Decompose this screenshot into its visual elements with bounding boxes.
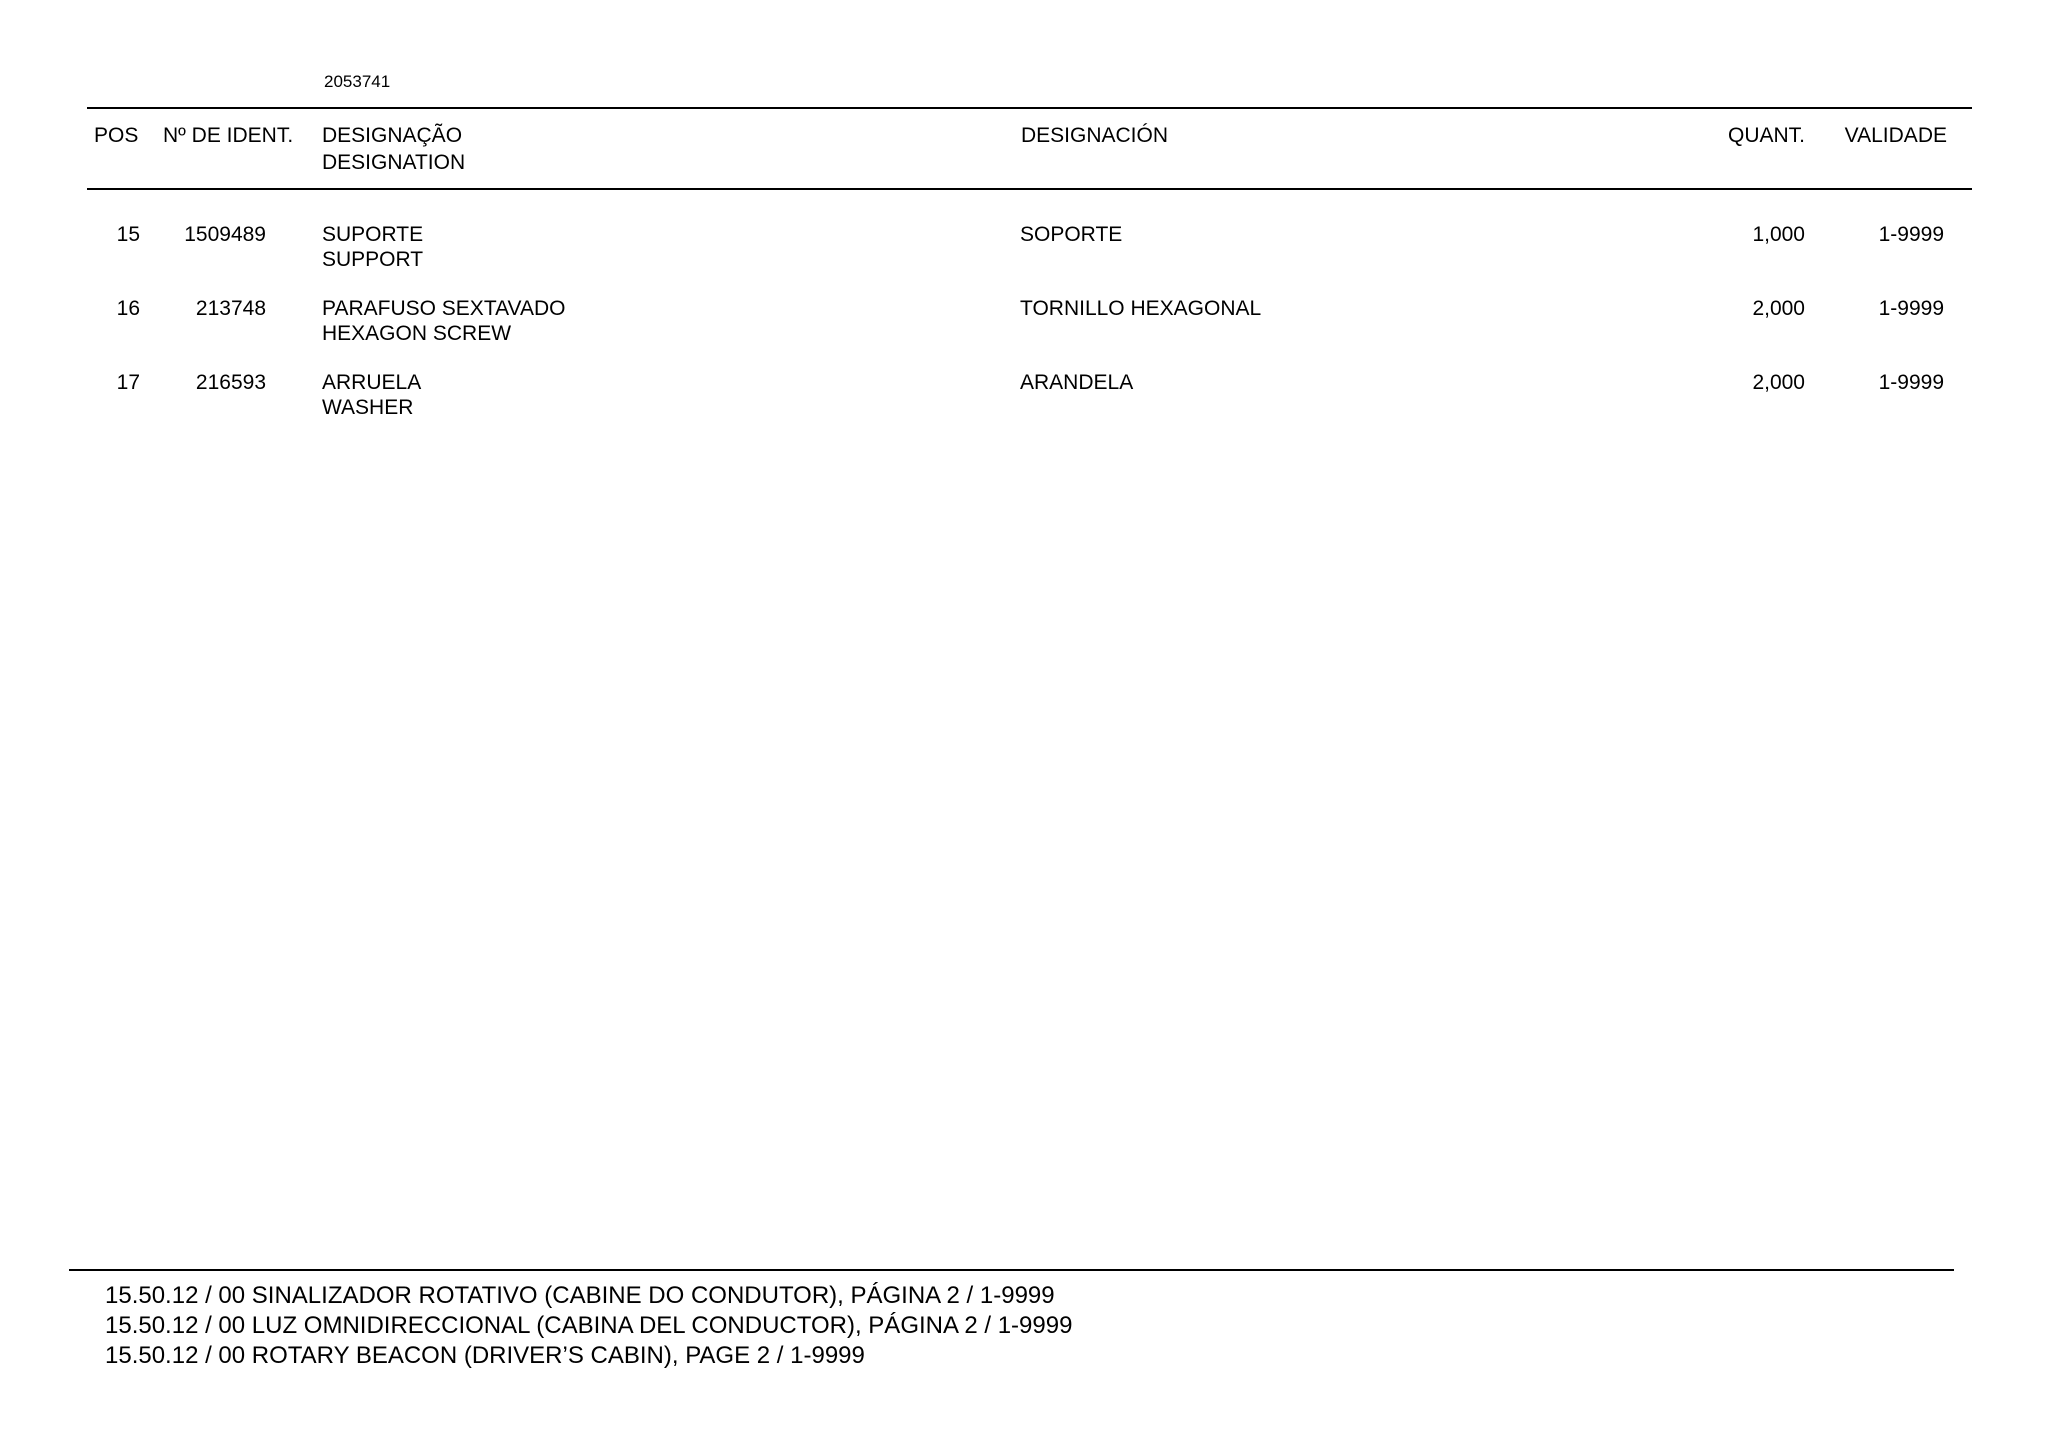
- footer-rule: [69, 1269, 1954, 1271]
- row-quant: 1,000: [1752, 223, 1805, 246]
- footer-line-pt: 15.50.12 / 00 SINALIZADOR ROTATIVO (CABINE DO CONDUTOR), PÁGINA 2 / 1-9999: [105, 1282, 1055, 1309]
- row-pos: 17: [116, 371, 140, 394]
- row-ident: 213748: [195, 297, 266, 320]
- row-validade: 1-9999: [1878, 297, 1944, 320]
- row-desc-en: HEXAGON SCREW: [322, 322, 512, 345]
- column-header-pos: POS: [94, 124, 139, 147]
- column-header-ident: Nº DE IDENT.: [163, 124, 294, 147]
- row-designation: [322, 296, 566, 346]
- footer-line-en: 15.50.12 / 00 ROTARY BEACON (DRIVER’S CABIN), PAGE 2 / 1-9999: [105, 1342, 865, 1369]
- row-validade: 1-9999: [1878, 223, 1944, 246]
- row-ident: 1509489: [184, 223, 266, 246]
- row-designation: [322, 370, 421, 420]
- table-row: [0, 368, 2048, 442]
- column-header-designation: [322, 122, 465, 176]
- row-desc-es: SOPORTE: [1020, 223, 1123, 246]
- document-number: 2053741: [324, 72, 391, 91]
- column-header-designation-en: DESIGNATION: [322, 151, 466, 174]
- table-row: [0, 220, 2048, 294]
- row-quant: 2,000: [1752, 297, 1805, 320]
- column-header-designacion: DESIGNACIÓN: [1021, 124, 1169, 147]
- row-desc-en: SUPPORT: [322, 248, 424, 271]
- column-header-designacao: DESIGNAÇÃO: [322, 124, 463, 147]
- row-designation: [322, 222, 423, 272]
- column-header-validade: VALIDADE: [1844, 124, 1947, 147]
- header-rule: [87, 188, 1972, 190]
- column-header-quant: QUANT.: [1727, 124, 1805, 147]
- row-desc-pt: SUPORTE: [322, 223, 424, 246]
- footer-line-es: 15.50.12 / 00 LUZ OMNIDIRECCIONAL (CABINA DEL CONDUCTOR), PÁGINA 2 / 1-9999: [105, 1312, 1073, 1339]
- row-quant: 2,000: [1752, 371, 1805, 394]
- row-desc-pt: PARAFUSO SEXTAVADO: [322, 297, 566, 320]
- row-desc-en: WASHER: [322, 396, 414, 419]
- top-rule: [87, 107, 1972, 109]
- row-validade: 1-9999: [1878, 371, 1944, 394]
- row-pos: 15: [116, 223, 140, 246]
- row-desc-es: ARANDELA: [1020, 371, 1134, 394]
- page-footer: [105, 1281, 1072, 1371]
- row-desc-pt: ARRUELA: [322, 371, 422, 394]
- row-desc-es: TORNILLO HEXAGONAL: [1020, 297, 1262, 320]
- parts-table: [0, 220, 2048, 442]
- row-pos: 16: [116, 297, 140, 320]
- row-ident: 216593: [195, 371, 266, 394]
- table-row: [0, 294, 2048, 368]
